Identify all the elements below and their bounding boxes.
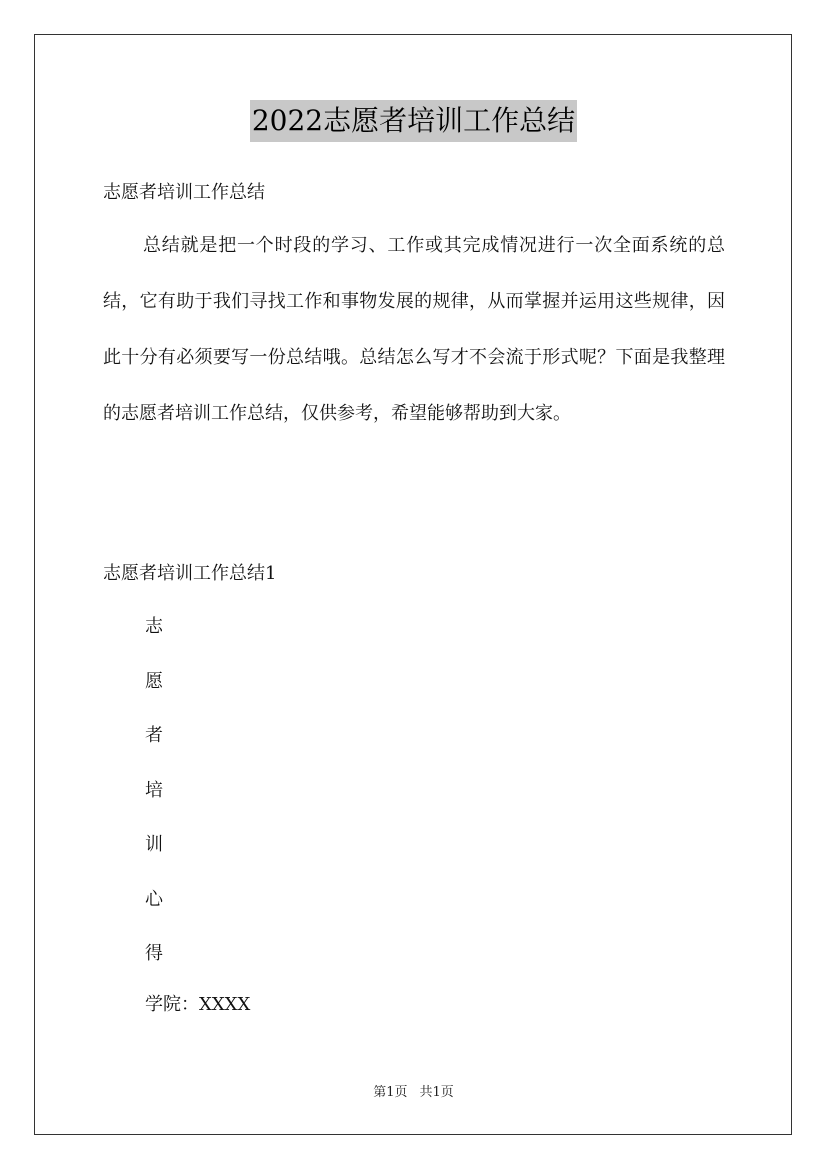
document-title: 2022志愿者培训工作总结 bbox=[250, 100, 577, 142]
vertical-char: 得 bbox=[145, 943, 163, 964]
page-footer bbox=[0, 1083, 827, 1103]
page-number-current: 第1页 bbox=[373, 1085, 408, 1100]
vertical-char: 愿 bbox=[145, 670, 163, 692]
intro-paragraph: 总结就是把一个时段的学习、工作或其完成情况进行一次全面系统的总结，它有助于我们寻找工作和事物发展的规律，从而掌握并运用这些规律，因此十分有必须要写一份总结哦。总结怎么写才不会流于形式呢？下面是我整理的志愿者培训工作总结，仅供参考，希望能够帮助到大家。 bbox=[103, 235, 725, 424]
page-number-total: 共1页 bbox=[419, 1085, 454, 1100]
vertical-char: 志 bbox=[145, 616, 163, 637]
vertical-char: 训 bbox=[145, 834, 163, 855]
college-line: 学院：XXXX bbox=[145, 994, 251, 1015]
vertical-char: 心 bbox=[145, 888, 163, 910]
section-heading: 志愿者培训工作总结1 bbox=[103, 563, 277, 584]
vertical-char: 培 bbox=[145, 779, 163, 801]
title-container bbox=[0, 100, 827, 142]
document-subtitle: 志愿者培训工作总结 bbox=[103, 182, 265, 203]
vertical-title-list bbox=[145, 612, 163, 994]
vertical-char: 者 bbox=[145, 725, 163, 746]
